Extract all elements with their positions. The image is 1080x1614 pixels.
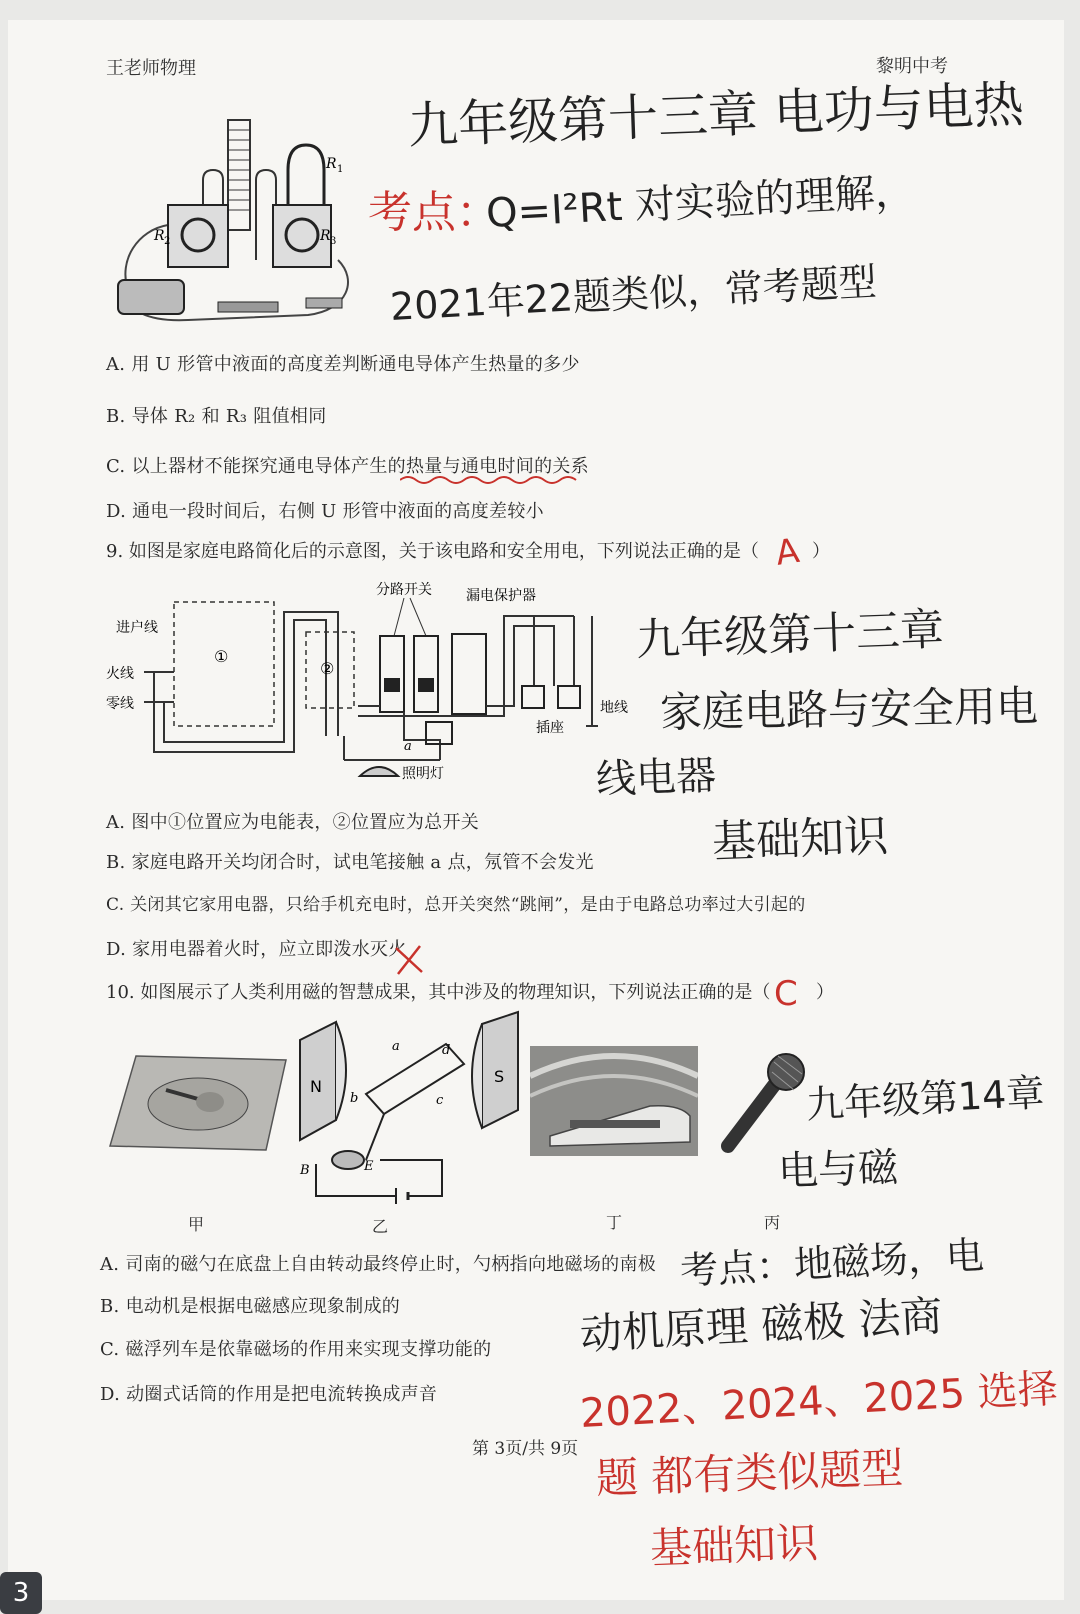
wavy-underline [400, 474, 590, 486]
cross-mark [394, 944, 424, 976]
lamp-label: 照明灯 [402, 766, 444, 782]
incoming-label: 进户线 [116, 620, 158, 636]
q9-circuit-figure [104, 576, 644, 788]
figure-caption-yi: 乙 [372, 1217, 389, 1236]
r2-label: R [154, 228, 165, 244]
magnet-s-label: S [494, 1067, 505, 1086]
q9-stem-close: ） [812, 541, 830, 562]
side-a-label: a [392, 1039, 400, 1054]
page-footer: 第 3页/共 9页 [472, 1439, 579, 1459]
sinan-compass-figure [106, 1050, 292, 1156]
leakage-protector-label: 漏电保护器 [466, 588, 536, 604]
q10-option-a: A. 司南的磁勺在底盘上自由转动最终停止时，勺柄指向地磁场的南极 [100, 1254, 657, 1275]
q9-option-c: C. 关闭其它家用电器，只给手机充电时，总开关突然“跳闸”，是由于电路总功率过大引起的 [106, 895, 806, 915]
neutral-label: 零线 [106, 696, 134, 712]
brush-b-label: B [300, 1163, 310, 1178]
handwritten-similar-question-note: 2021年22题类似，常考题型 [389, 259, 878, 329]
q9-option-d: D. 家用电器着火时，应立即泼水灭火 [106, 939, 407, 960]
handwritten-years-note: 2022、2024、2025 选择 [578, 1366, 1059, 1437]
handwritten-q10-topic: 电与磁 [777, 1144, 899, 1195]
figure-caption-bing: 丙 [764, 1213, 781, 1232]
q9-option-a: A. 图中①位置应为电能表，②位置应为总开关 [106, 812, 480, 833]
page-number-badge: 3 [0, 1572, 42, 1614]
r1-label: R [326, 156, 337, 172]
q10-answer: C [774, 974, 798, 1014]
r1-sub: 1 [337, 164, 344, 175]
q8-apparatus-figure [108, 110, 368, 338]
r2-sub: 2 [164, 236, 171, 247]
q9-stem: 9. 如图是家庭电路简化后的示意图，关于该电路和安全用电，下列说法正确的是（ [106, 541, 759, 562]
handwritten-q9-basics: 基础知识 [711, 810, 889, 868]
header-right: 黎明中考 [876, 56, 948, 77]
side-b-label: b [350, 1091, 359, 1106]
handwritten-q10-keypoints: 考点：地磁场，电 [679, 1233, 985, 1293]
branch-switch-label: 分路开关 [376, 582, 432, 598]
handwritten-chapter-title: 九年级第十三章 电功与电热 [407, 75, 1025, 155]
maglev-train-figure [530, 1046, 698, 1156]
q9-option-b: B. 家庭电路开关均闭合时，试电笔接触 a 点，氖管不会发光 [106, 852, 594, 873]
handwritten-q10-chapter: 九年级第14章 [805, 1070, 1046, 1127]
handwritten-similar-types-note: 题 都有类似题型 [595, 1443, 905, 1503]
q10-stem: 10. 如图展示了人类利用磁的智慧成果，其中涉及的物理知识，下列说法正确的是（ [106, 982, 771, 1003]
q10-option-d: D. 动圈式话筒的作用是把电流转换成声音 [100, 1384, 438, 1405]
header-left: 王老师物理 [106, 58, 196, 79]
handwritten-basics-note: 基础知识 [649, 1518, 819, 1573]
handwritten-formula-note: Q=I²Rt 对实验的理解， [484, 168, 916, 237]
brush-e-label: E [364, 1159, 374, 1174]
box2-label: ② [320, 659, 335, 678]
magnet-n-label: N [310, 1077, 322, 1096]
point-a-label: a [404, 739, 412, 754]
handwritten-q9-topic-cont: 线电器 [595, 752, 717, 803]
figure-caption-ding: 丁 [606, 1213, 623, 1232]
socket-label: 插座 [536, 720, 564, 736]
handwritten-q9-topic: 家庭电路与安全用电 [659, 681, 1039, 737]
q8-option-d: D. 通电一段时间后，右侧 U 形管中液面的高度差较小 [106, 501, 544, 522]
q8-option-c: C. 以上器材不能探究通电导体产生的热量与通电时间的关系 [106, 456, 589, 477]
q10-stem-close: ） [816, 982, 834, 1003]
q10-option-b: B. 电动机是根据电磁感应现象制成的 [100, 1296, 401, 1317]
handwritten-q9-chapter: 九年级第十三章 [635, 604, 945, 666]
side-c-label: c [436, 1093, 444, 1108]
handwritten-keypoint-label: 考点： [368, 187, 500, 238]
handwritten-q10-keypoints-cont: 动机原理 磁极 法商 [578, 1291, 944, 1359]
motor-principle-figure [296, 1010, 524, 1210]
r3-sub: 3 [330, 236, 337, 247]
side-d-label: d [442, 1043, 451, 1058]
q10-option-c: C. 磁浮列车是依靠磁场的作用来实现支撑功能的 [100, 1339, 492, 1360]
figure-caption-jia: 甲 [188, 1215, 205, 1234]
q9-answer: A [773, 530, 802, 574]
live-label: 火线 [106, 666, 134, 682]
q8-option-a: A. 用 U 形管中液面的高度差判断通电导体产生热量的多少 [106, 354, 580, 375]
ground-label: 地线 [600, 700, 628, 716]
r3-label: R [320, 228, 331, 244]
q8-option-b: B. 导体 R₂ 和 R₃ 阻值相同 [106, 406, 327, 427]
box1-label: ① [214, 647, 229, 666]
